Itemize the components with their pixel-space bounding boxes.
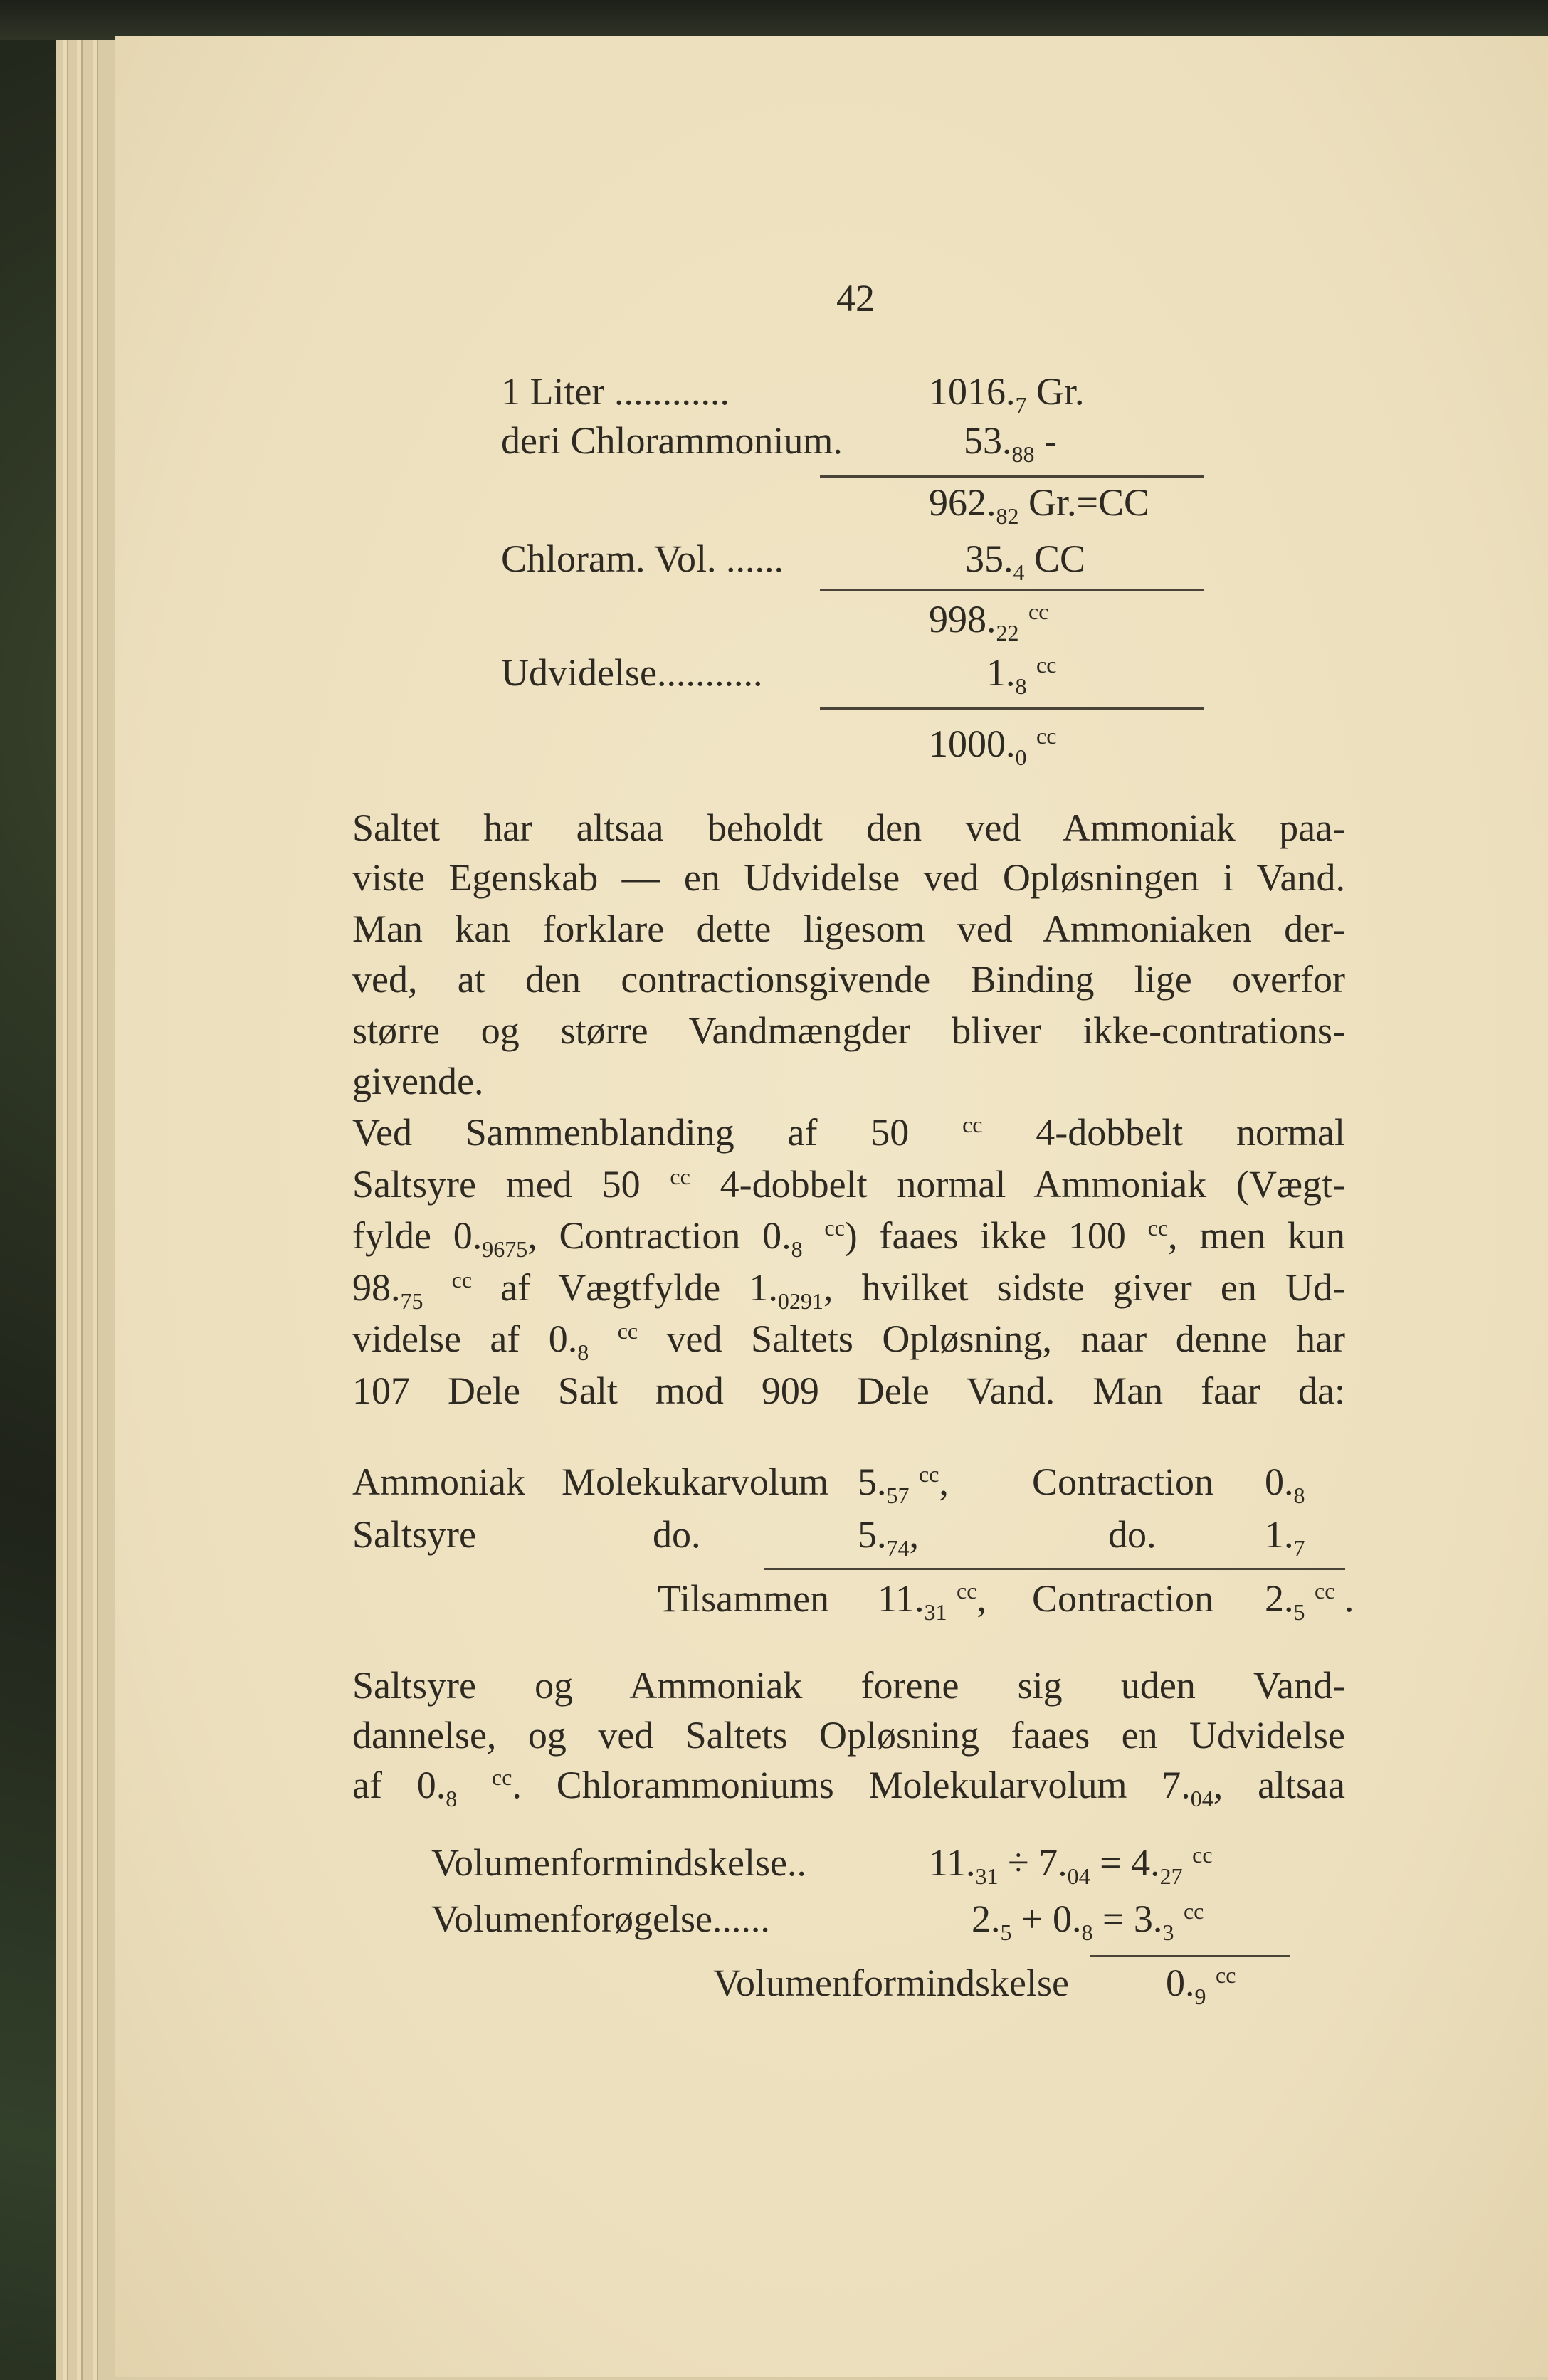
decimal-subscript: 8	[1293, 1483, 1305, 1508]
unit-superscript: cc	[957, 1578, 977, 1604]
decimal-subscript: 9	[1194, 1984, 1206, 2009]
page-edge	[77, 40, 83, 2380]
cell: $1._7$	[1265, 1513, 1305, 1561]
unit-superscript: cc	[492, 1764, 512, 1790]
decimal-subscript: 4	[1013, 559, 1025, 585]
cell: Ammoniak	[352, 1460, 525, 1503]
decimal-subscript: 75	[400, 1288, 423, 1314]
cell: $5._{74}$,	[858, 1513, 919, 1561]
decimal-subscript: 8	[791, 1236, 803, 1262]
decimal-subscript: 8	[1081, 1920, 1093, 1945]
unit-superscript: cc	[1147, 1215, 1169, 1241]
text-line: Ved Sammenblanding af 50 $^{cc}$ 4-dobbelt normal	[352, 1111, 1345, 1154]
decimal-subscript: 3	[1162, 1920, 1174, 1945]
row-label: Volumenforøgelse......	[431, 1897, 770, 1940]
cell: $11._{31}$ $^{cc}$,	[878, 1577, 986, 1625]
unit-superscript: cc	[824, 1215, 845, 1241]
cover-top-edge	[0, 0, 1548, 40]
decimal-subscript: 8	[1015, 673, 1027, 699]
row-value: $0._9$ $^{cc}$	[1166, 1962, 1236, 2009]
text-line: $98._{75}$ $^{cc}$ af Vægtfylde $1._{0291}$, hvilket sidste giver en Ud-	[352, 1266, 1345, 1314]
row-value: $2._5 + 0._8 = 3._3$ $^{cc}$	[972, 1897, 1204, 1945]
row-label: Udvidelse...........	[501, 651, 763, 694]
unit-superscript: cc	[617, 1318, 638, 1344]
text-line: videlse af $0._8$ $^{cc}$ ved Saltets Opløsning, naar denne har	[352, 1317, 1346, 1365]
unit-superscript: cc	[919, 1461, 939, 1487]
text-line: Saltsyre og Ammoniak forene sig uden Vand-	[352, 1664, 1345, 1707]
cell: Molekukarvolum	[562, 1460, 828, 1503]
cell: $5._{57}$ $^{cc}$,	[858, 1460, 949, 1508]
row-value: $998._{22}$ $^{cc}$	[929, 598, 1049, 646]
unit-superscript: cc	[1036, 652, 1057, 678]
decimal-subscript: 8	[577, 1339, 589, 1365]
page-edge	[63, 40, 68, 2380]
text-line: givende.	[352, 1060, 484, 1102]
decimal-subscript: 82	[996, 503, 1019, 529]
row-label: Volumenformindskelse..	[431, 1841, 806, 1884]
row-label: Chloram. Vol. ......	[501, 537, 784, 580]
text-line: ved, at den contractionsgivende Binding lige overfor	[352, 958, 1345, 1001]
page-edge	[93, 40, 98, 2380]
cell: do.	[1108, 1513, 1157, 1556]
cell: Contraction	[1032, 1460, 1213, 1503]
sum-rule	[820, 589, 1204, 591]
unit-superscript: cc	[670, 1164, 690, 1189]
text-line: viste Egenskab — en Udvidelse ved Opløsningen i Vand.	[352, 856, 1345, 899]
decimal-subscript: 88	[1011, 441, 1035, 467]
unit-superscript: cc	[1028, 599, 1049, 624]
row-value: $53._{88}$ -	[964, 419, 1057, 467]
sum-rule	[764, 1568, 1345, 1570]
decimal-subscript: 31	[924, 1599, 947, 1625]
row-value: $35._4$ CC	[965, 537, 1086, 585]
unit-superscript: cc	[1315, 1578, 1335, 1604]
cell: Tilsammen	[658, 1577, 830, 1620]
decimal-subscript: 31	[975, 1863, 999, 1889]
text-line: fylde $0._{9675}$, Contraction $0._8$ $^{cc}$) faaes ikke 100 $^{cc}$, men kun	[352, 1214, 1346, 1262]
decimal-subscript: 74	[886, 1535, 910, 1561]
cell: $0._8$	[1265, 1460, 1305, 1508]
row-value: $11._{31} \div 7._{04} = 4._{27}$ $^{cc}$	[929, 1841, 1213, 1889]
cell: Saltsyre	[352, 1513, 476, 1556]
text-line: dannelse, og ved Saltets Opløsning faaes en Udvidelse	[352, 1714, 1345, 1757]
decimal-subscript: 7	[1293, 1535, 1305, 1561]
decimal-subscript: 7	[1015, 392, 1027, 418]
text-line: 107 Dele Salt mod 909 Dele Vand. Man faar da:	[352, 1369, 1345, 1412]
text-line: Saltsyre med 50 $^{cc}$ 4-dobbelt normal Ammoniak (Vægt-	[352, 1163, 1345, 1206]
unit-superscript: cc	[1192, 1842, 1213, 1868]
row-value: $962._{82}$ Gr.=CC	[929, 481, 1149, 529]
row-value: $1._8$ $^{cc}$	[986, 651, 1057, 699]
cell: Contraction	[1032, 1577, 1213, 1620]
unit-superscript: cc	[1216, 1962, 1236, 1988]
page-number: 42	[836, 277, 875, 320]
text-line: Man kan forklare dette ligesom ved Ammoniaken der-	[352, 907, 1345, 950]
decimal-subscript: 9675	[482, 1236, 528, 1262]
decimal-subscript: 27	[1159, 1863, 1183, 1889]
cell: do.	[653, 1513, 701, 1556]
decimal-subscript: 0291	[777, 1288, 823, 1314]
decimal-subscript: 04	[1067, 1863, 1090, 1889]
unit-superscript: cc	[962, 1112, 983, 1137]
unit-superscript: cc	[1183, 1898, 1204, 1924]
decimal-subscript: 04	[1190, 1786, 1213, 1811]
decimal-subscript: 5	[1000, 1920, 1012, 1945]
text-line: større og større Vandmængder bliver ikke-contrations-	[352, 1009, 1345, 1052]
sum-rule	[1090, 1955, 1290, 1957]
row-label: 1 Liter ............	[501, 370, 730, 413]
decimal-subscript: 57	[886, 1483, 910, 1508]
decimal-subscript: 22	[996, 620, 1019, 646]
decimal-subscript: 0	[1015, 744, 1027, 770]
decimal-subscript: 5	[1293, 1599, 1305, 1625]
unit-superscript: cc	[1036, 723, 1057, 749]
row-value: $1000._0$ $^{cc}$	[929, 722, 1057, 770]
sum-rule	[820, 707, 1204, 710]
text-line: af $0._8$ $^{cc}$. Chlorammoniums Molekularvolum $7._{04}$, altsaa	[352, 1764, 1345, 1811]
text-line: Saltet har altsaa beholdt den ved Ammoniak paa-	[352, 806, 1345, 849]
row-value: $1016._7$ Gr.	[929, 370, 1085, 418]
row-label: deri Chlorammonium.	[501, 419, 843, 462]
cell: $2._5$ $^{cc}$ .	[1265, 1577, 1354, 1625]
decimal-subscript: 8	[446, 1786, 458, 1811]
row-label: Volumenformindskelse	[713, 1962, 1069, 2004]
unit-superscript: cc	[451, 1267, 473, 1292]
